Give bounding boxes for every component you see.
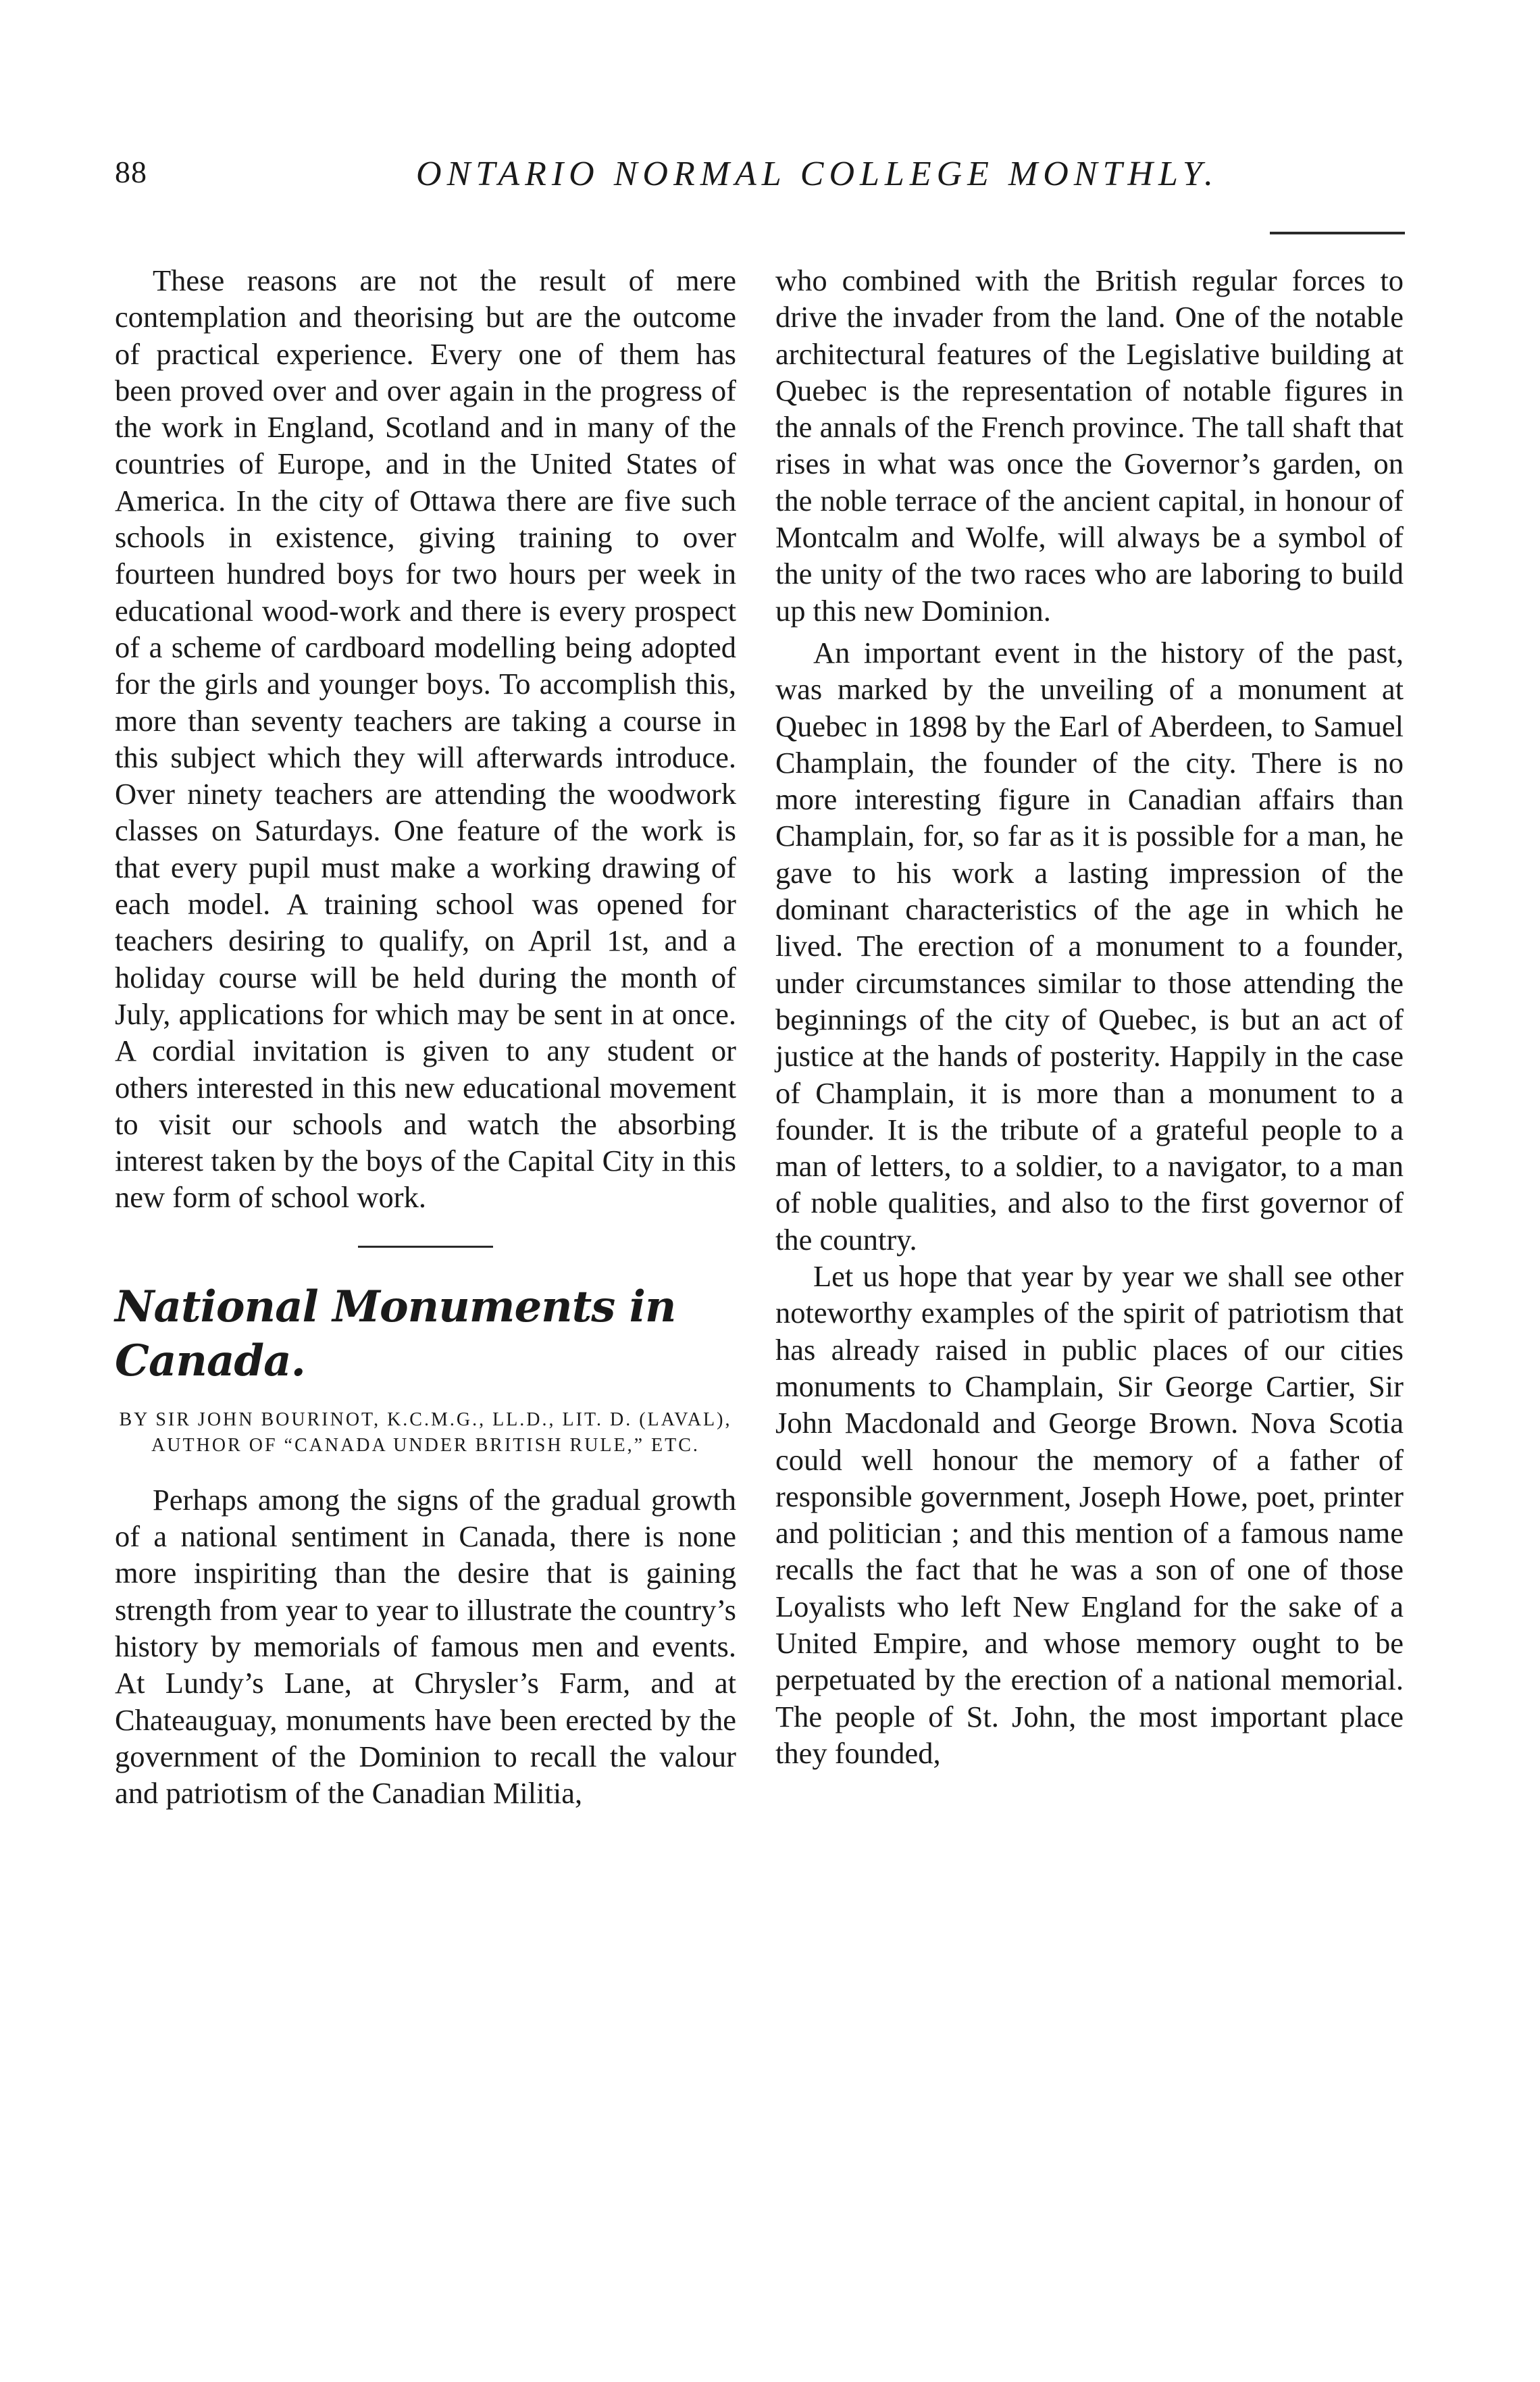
page-number: 88 [115,155,147,189]
byline: BY SIR JOHN BOURINOT, K.C.M.G., LL.D., LIT. D. (LAVAL), AUTHOR OF “CANADA UNDER BRITISH RULE,” ETC. [119,1409,732,1456]
article-title: National Monuments in Canada. [115,1281,676,1386]
paragraph: who combined with the British regular forces to drive the invader from the land. One of the notable architectural features of the Legislative building at Quebec is the representation of notable figures in the annals of the French province. The tall shaft that rises in what was once the Governor’s garden, on the noble terrace of the ancient capital, in honour of Montcalm and Wolfe, will always be a symbol of the unity of the two races who are laboring to build up this new Dominion. [775,263,1404,628]
running-head: ONTARIO NORMAL COLLEGE MONTHLY. [416,155,1218,193]
paragraph: These reasons are not the result of mere contemplation and theorising but are the outcome of practical experience. Every one of them has been proved over and over again in the progress of the work in England, Scotland and in many of the countries of Europe, and in the United States of America. In the city of Ottawa there are five such schools in existence, giving training to over fourteen hundred boys for two hours per week in educational wood-work and there is every prospect of a scheme of cardboard modelling being adopted for the girls and younger boys. To accomplish this, more than seventy teachers are taking a course in this subject which they will afterwards introduce. Over ninety teachers are attending the woodwork classes on Saturdays. One feature of the work is that every pupil must make a working drawing of each model. A training school was opened for teachers desiring to qualify, on April 1st, and a holiday course will be held during the month of July, applications for which may be sent in at once. A cordial invitation is given to any student or others interested in this new educational movement to visit our schools and watch the absorbing interest taken by the boys of the Capital City in this new form of school work. [115,263,736,1215]
left-column [115,262,736,1811]
paragraph: Let us hope that year by year we shall see other noteworthy examples of the spirit of patriotism that has already raised in public places of our cities monuments to Champlain, Sir George Cartier, Sir John Macdonald and George Brown. Nova Scotia could well honour the memory of a father of responsible government, Joseph Howe, poet, printer and politician ; and this mention of a famous name recalls the fact that he was a son of one of those Loyalists who left New England for the sake of a United Empire, and whose memory ought to be perpetuated by the erection of a national memorial. The people of St. John, the most important place they founded, [775,1259,1404,1770]
page-header [115,154,1405,215]
section-divider [358,1246,493,1248]
paragraph: An important event in the history of the past, was marked by the unveiling of a monument at Quebec in 1898 by the Earl of Aberdeen, to Samuel Champlain, the founder of the city. There is no more interesting figure in Canadian affairs than Champlain, for, so far as it is possible for a man, he gave to his work a lasting impression of the dominant characteristics of the age in which he lived. The erection of a monument to a founder, under circumstances similar to those attending the beginnings of the city of Quebec, is but an act of justice at the hands of posterity. Happily in the case of Champlain, it is more than a monument to a founder. It is the tribute of a grateful people to a man of letters, to a soldier, to a navigator, to a man of noble qualities, and also to the first governor of the country. [775,635,1404,1257]
right-column [775,262,1404,1771]
header-rule [1270,232,1405,234]
paragraph: Perhaps among the signs of the gradual growth of a national sentiment in Canada, there is none more inspiriting than the desire that is gaining strength from year to year to illustrate the country’s history by memorials of famous men and events. At Lundy’s Lane, at Chrysler’s Farm, and at Chateauguay, monuments have been erected by the government of the Dominion to recall the valour and patriotism of the Canadian Militia, [115,1482,736,1810]
